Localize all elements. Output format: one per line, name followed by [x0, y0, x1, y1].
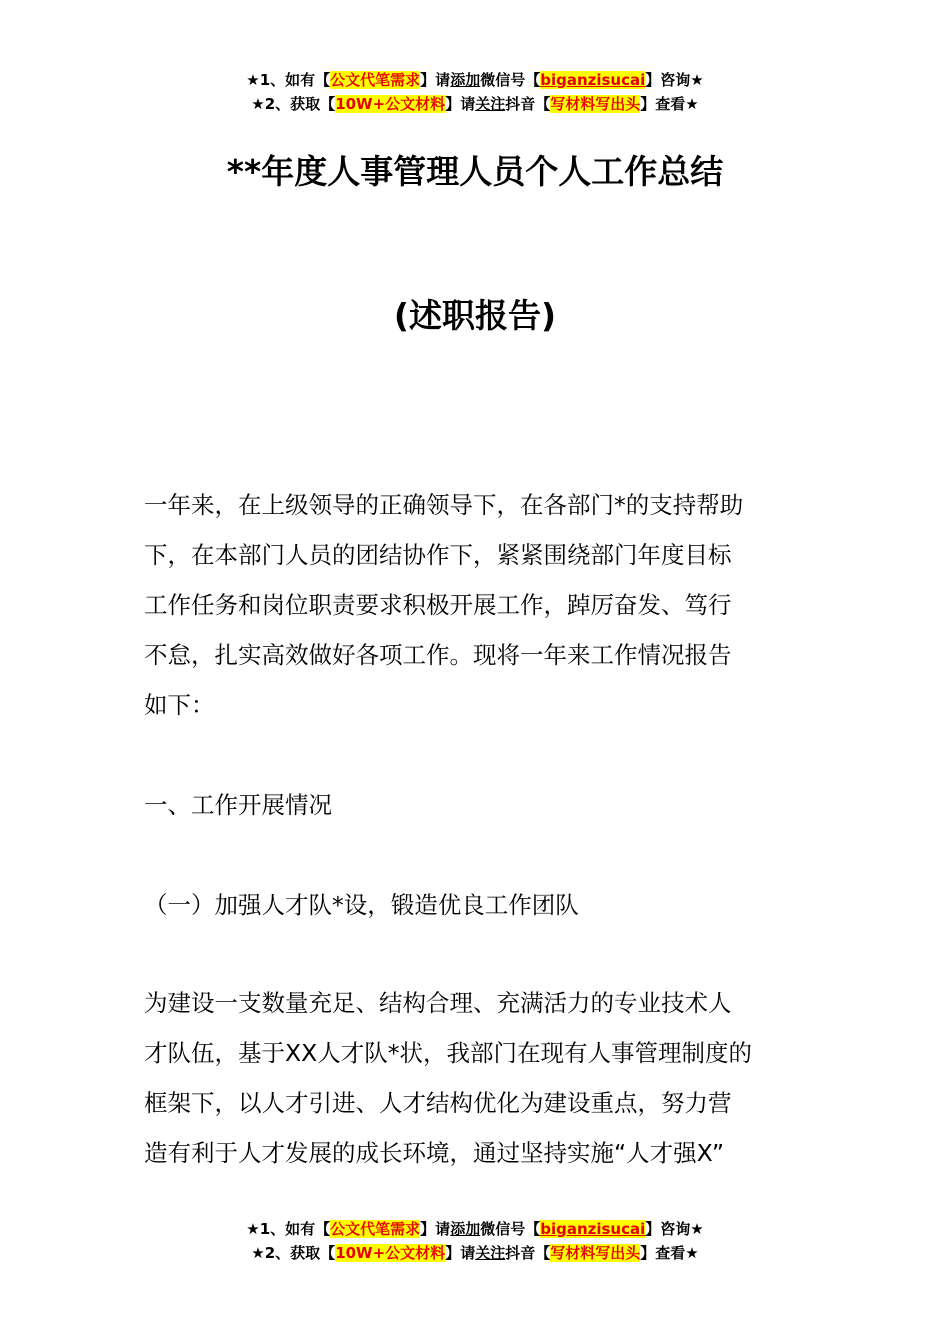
document-subtitle: (述职报告): [393, 296, 557, 335]
intro-paragraph: [144, 480, 808, 730]
paragraph-line: 才队伍，基于XX人才队*状，我部门在现有人事管理制度的: [144, 1039, 752, 1067]
banner-text: 】请: [445, 95, 476, 113]
banner-text: 】查看★: [640, 95, 699, 113]
banner-text: ★1、如有【: [246, 71, 331, 89]
banner-text: 】请: [420, 1220, 451, 1238]
banner-text: 】查看★: [640, 1244, 699, 1262]
paragraph-line: 为建设一支数量充足、结构合理、充满活力的专业技术人: [144, 989, 732, 1017]
banner-text: 微信号【: [480, 71, 541, 89]
banner-text: ★1、如有【: [246, 1220, 331, 1238]
banner-underlined-text: 添加: [450, 1220, 481, 1238]
top-banner: [0, 68, 950, 116]
banner-highlight: 公文代笔需求: [330, 1220, 421, 1238]
document-title: **年度人事管理人员个人工作总结: [226, 152, 724, 191]
banner-underlined-text: 添加: [450, 71, 481, 89]
paragraph-line: 框架下，以人才引进、人才结构优化为建设重点，努力营: [144, 1089, 732, 1117]
banner-line-1: [0, 1217, 950, 1241]
wechat-id-link[interactable]: biganzisucai: [540, 71, 646, 89]
paragraph-line: 不怠，扎实高效做好各项工作。现将一年来工作情况报告: [144, 641, 732, 669]
bottom-banner: [0, 1217, 950, 1265]
paragraph-line: 一年来，在上级领导的正确领导下，在各部门*的支持帮助: [144, 491, 744, 519]
banner-highlight: 公文代笔需求: [330, 71, 421, 89]
section-heading: 一、工作开展情况: [144, 791, 332, 819]
subsection-heading: （一）加强人才队*设，锻造优良工作团队: [144, 891, 579, 919]
paragraph-line: 如下：: [144, 691, 215, 719]
banner-text: 】请: [420, 71, 451, 89]
banner-text: ★2、获取【: [251, 95, 336, 113]
banner-text: 抖音【: [505, 1244, 551, 1262]
banner-text: 】请: [445, 1244, 476, 1262]
banner-line-2: [0, 92, 950, 116]
banner-underlined-text: 关注: [475, 95, 506, 113]
banner-text: ★2、获取【: [251, 1244, 336, 1262]
banner-text: 】咨询★: [645, 1220, 704, 1238]
paragraph-line: 造有利于人才发展的成长环境，通过坚持实施“人才强X”: [144, 1139, 724, 1167]
banner-highlight: 写材料写出头: [550, 1244, 641, 1262]
banner-underlined-text: 关注: [475, 1244, 506, 1262]
banner-highlight: 10W+公文材料: [335, 95, 446, 113]
banner-line-2: [0, 1241, 950, 1265]
banner-highlight: 10W+公文材料: [335, 1244, 446, 1262]
banner-highlight: 写材料写出头: [550, 95, 641, 113]
banner-text: 】咨询★: [645, 71, 704, 89]
banner-line-1: [0, 68, 950, 92]
banner-text: 抖音【: [505, 95, 551, 113]
banner-text: 微信号【: [480, 1220, 541, 1238]
paragraph-line: 工作任务和岗位职责要求积极开展工作，踔厉奋发、笃行: [144, 591, 732, 619]
paragraph-line: 下，在本部门人员的团结协作下，紧紧围绕部门年度目标: [144, 541, 732, 569]
body-paragraph: [144, 978, 808, 1178]
wechat-id-link[interactable]: biganzisucai: [540, 1220, 646, 1238]
